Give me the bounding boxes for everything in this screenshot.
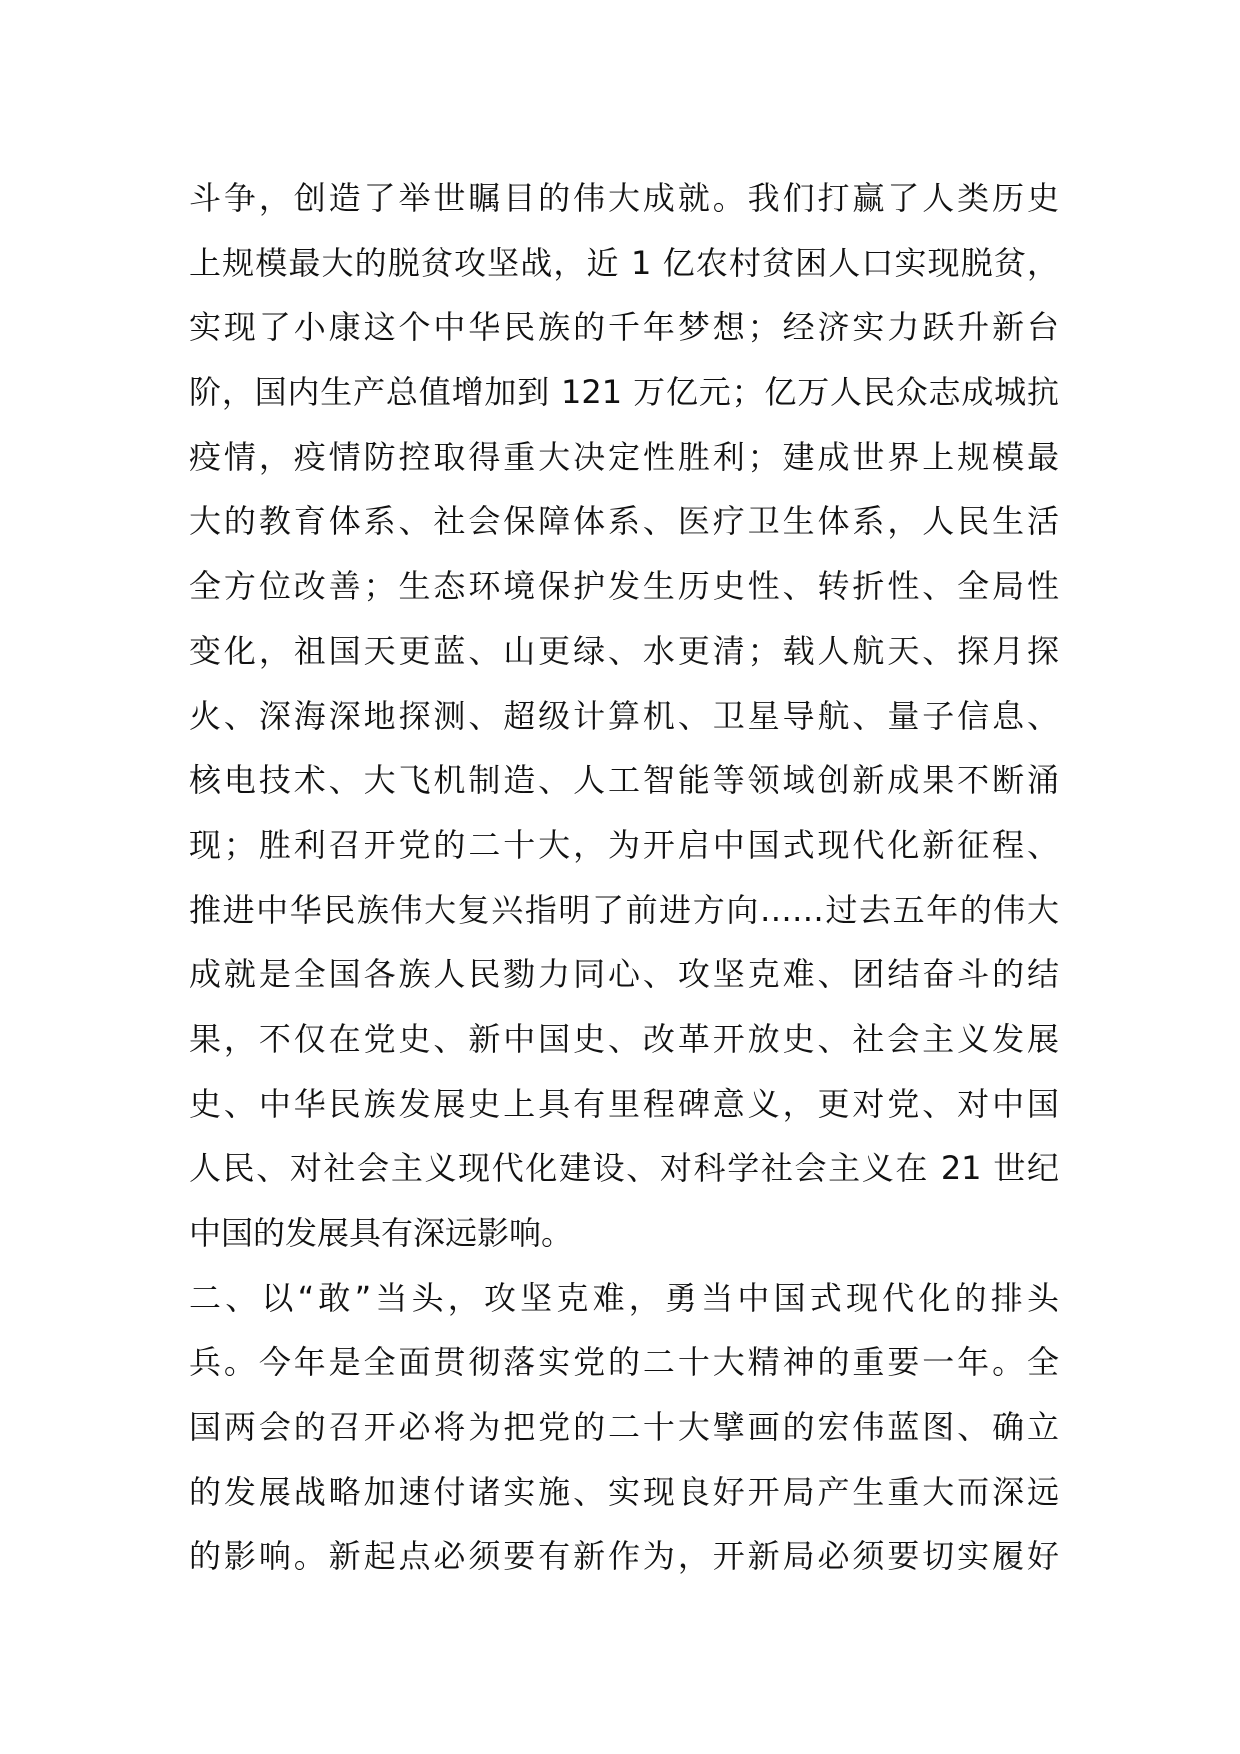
text-line: 大的教育体系、社会保障体系、医疗卫生体系，人民生活 xyxy=(189,502,1059,541)
text-line: 上规模最大的脱贫攻坚战，近 1 亿农村贫困人口实现脱贫， xyxy=(189,243,1059,282)
text-line: 的影响。新起点必须要有新作为，开新局必须要切实履好 xyxy=(189,1537,1059,1576)
text-line: 核电技术、大飞机制造、人工智能等领域创新成果不断涌 xyxy=(189,761,1059,800)
text-line: 疫情，疫情防控取得重大决定性胜利；建成世界上规模最 xyxy=(189,437,1059,476)
paragraph-end-line: 中国的发展具有深远影响。 xyxy=(189,1214,574,1252)
section-heading-line: 二、以“敢”当头，攻坚克难，勇当中国式现代化的排头 xyxy=(189,1278,1059,1317)
text-line: 阶，国内生产总值增加到 121 万亿元；亿万人民众志成城抗 xyxy=(189,373,1059,412)
text-line: 实现了小康这个中华民族的千年梦想；经济实力跃升新台 xyxy=(189,308,1059,347)
text-line: 果，不仅在党史、新中国史、改革开放史、社会主义发展 xyxy=(189,1019,1059,1058)
text-line: 火、深海深地探测、超级计算机、卫星导航、量子信息、 xyxy=(189,696,1059,735)
text-line: 史、中华民族发展史上具有里程碑意义，更对党、对中国 xyxy=(189,1084,1059,1123)
text-line: 国两会的召开必将为把党的二十大擘画的宏伟蓝图、确立 xyxy=(189,1408,1059,1447)
text-line: 变化，祖国天更蓝、山更绿、水更清；载人航天、探月探 xyxy=(189,631,1059,670)
text-line: 斗争，创造了举世瞩目的伟大成就。我们打赢了人类历史 xyxy=(189,179,1059,217)
text-line: 现；胜利召开党的二十大，为开启中国式现代化新征程、 xyxy=(189,825,1059,864)
text-line: 的发展战略加速付诸实施、实现良好开局产生重大而深远 xyxy=(189,1472,1059,1511)
text-line: 全方位改善；生态环境保护发生历史性、转折性、全局性 xyxy=(189,567,1059,606)
text-line: 成就是全国各族人民勠力同心、攻坚克难、团结奋斗的结 xyxy=(189,955,1059,994)
body-text xyxy=(189,166,1059,1589)
text-line: 推进中华民族伟大复兴指明了前进方向……过去五年的伟大 xyxy=(189,890,1059,929)
text-line: 人民、对社会主义现代化建设、对科学社会主义在 21 世纪 xyxy=(189,1149,1059,1188)
text-line: 兵。今年是全面贯彻落实党的二十大精神的重要一年。全 xyxy=(189,1343,1059,1382)
